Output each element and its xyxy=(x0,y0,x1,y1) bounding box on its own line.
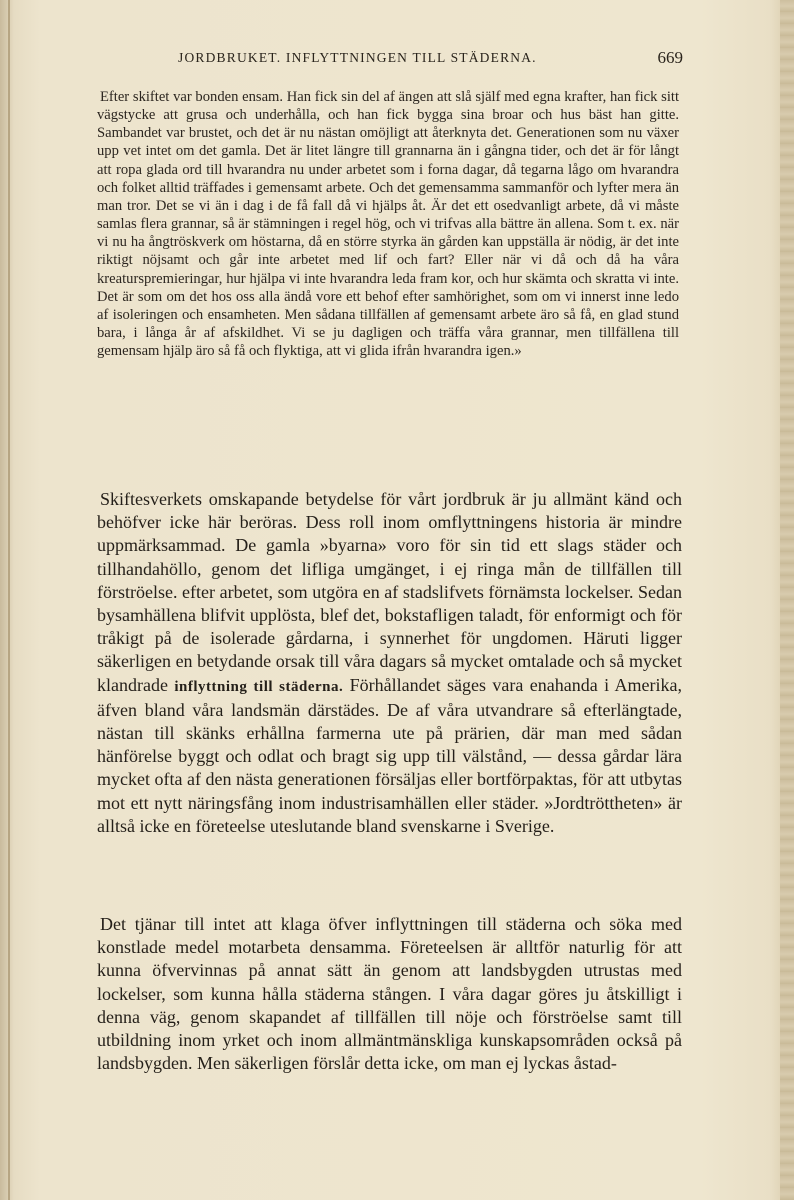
quoted-passage: Efter skiftet var bonden ensam. Han fick sin del af ängen att slå själf med egna krafter, han fick sitt vägstycke att grusa och underhålla, och han fick bygga sina broar och hus bäst han gitte. Sambandet var brustet, och det är nu nästan omöjligt att återknyta det. Generationen som nu växer upp vet intet om det gamla. Det är litet längre till grannarna än i gångna tider, och det är för långt att ropa glada ord till hvarandra nu under arbetet som i forna dagar, då tegarna lågo om hvarandra och folket alltid träffades i gemensamt arbete. Och det gemensamma sammanför och lyfter mera än man tror. Det se vi än i dag i de få fall då vi hjälps åt. Är det ett osedvanligt arbete, då vi måste samlas flera grannar, så är stämningen i regel hög, och vi trifvas alla bättre än allena. Som t. ex. när vi nu ha ångtröskverk om höstarna, då en större styrka än gården kan uppställa är nödig, är det inte riktigt nöjsamt och går inte arbetet med lif och fart? Eller när vi då och då ha våra kreaturspremieringar, hur hjälpa vi inte hvarandra leda fram kor, och hur skämta och skratta vi inte. Det är som om det hos oss alla ändå vore ett behof efter samhörighet, som om vi innerst inne ledo af isoleringen och ensamheten. Men sådana tillfällen af gemensamt arbete äro så få, en glad stund bara, i långa år af afskildhet. Vi se ju dagligen och träffa våra grannar, men tillfällena till gemensam hjälp äro så få och flyktiga, att vi glida ifrån hvarandra igen.» xyxy=(97,89,679,360)
paragraph-1-text-after: Förhållandet säges vara enahanda i Amerika, äfven bland våra landsmän därstädes. De af våra utvandrare så efterlängtade, nästan till skänks erhållna farmerna ute på prärien, där man med sådan hänförelse byggt och odlat och bragt sig upp till välstånd, — dessa gårdar lära mycket ofta af den nästa generationen försäljas eller bortförpaktas, för att utbytas mot ett nytt näringsfång inom industrisamhällen eller städer. »Jordtröttheten» är alltså icke en företeelse uteslutande bland svenskarne i Sverige. xyxy=(97,674,683,836)
binding-gutter xyxy=(8,0,10,1200)
body-paragraph-2: Det tjänar till intet att klaga öfver inflyttningen till städerna och söka med konstlade medel motarbeta densamma. Företeelsen är alltför naturlig för att kunna öfvervinnas på annat sätt än genom att landsbygden utrustas med lockelser, som kunna hålla städerna stången. I våra dagar göres ju åtskilligt i denna väg, genom skapandet af tillfällen till nöje och förströelse samt till utbildning inom yrket och inom allmäntmänskliga kunskapsområden också på landsbygden. Men säkerligen förslår detta icke, om man ej lyckas åstad- xyxy=(97,914,682,1074)
emphasized-phrase: inflyttning till städerna. xyxy=(174,678,344,695)
page-header xyxy=(178,48,683,70)
body-paragraph-1 xyxy=(97,488,682,838)
paragraph-1-text-before: Skiftesverkets omskapande betydelse för vårt jordbruk är ju allmänt känd och behöfver icke här beröras. Dess roll inom omflyttningens historia är mindre uppmärksammad. De gamla »byarna» voro för sin tid ett slags städer och tillhandahöllo, genom det lifliga umgänget, i ej ringa mån de tillfällen till förströelse. efter arbetet, som utgöra en af stadslifvets förnämsta lockelser. Sedan bysamhällena blifvit upplösta, blef det, bokstafligen taladt, för enformigt och för tråkigt på de isolerade gårdarna, i synnerhet för ungdomen. Häruti ligger säkerligen en betydande orsak till våra dagars så mycket omtalade och så mycket klandrade xyxy=(97,489,682,695)
page-edge xyxy=(780,0,794,1200)
page-number: 669 xyxy=(657,48,683,67)
running-title: JORDBRUKET. INFLYTTNINGEN TILL STÄDERNA. xyxy=(178,50,537,65)
